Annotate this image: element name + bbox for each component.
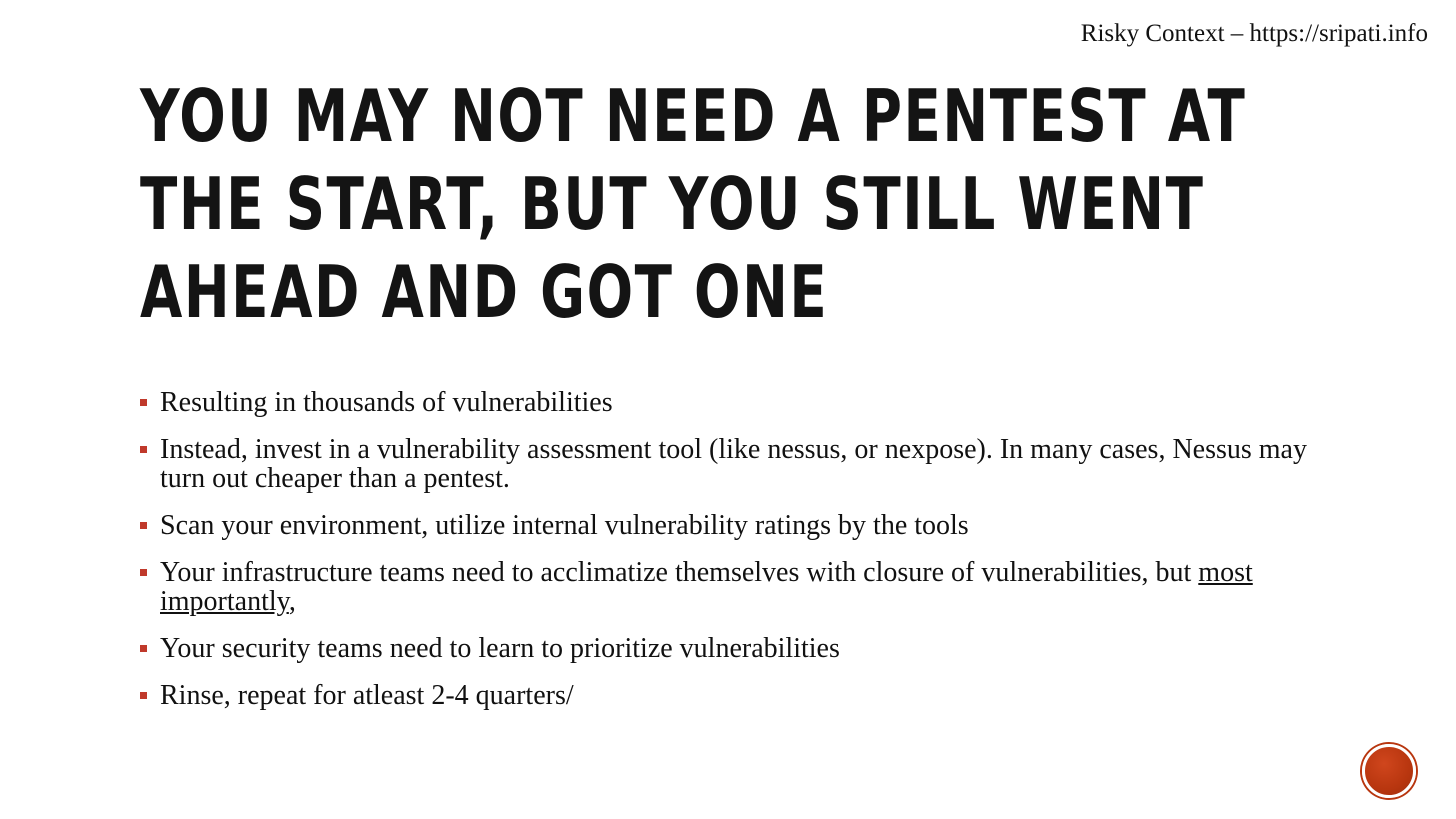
bullet-text: Scan your environment, utilize internal vulnerability ratings by the tools [160, 510, 969, 541]
bullet-text: Your security teams need to learn to prioritize vulnerabilities [160, 633, 840, 664]
square-bullet-icon [140, 522, 147, 529]
bullet-item [138, 558, 1338, 616]
bullet-text: Resulting in thousands of vulnerabilities [160, 387, 613, 418]
bullet-text-underlined: most importantly [160, 557, 1253, 617]
square-bullet-icon [140, 446, 147, 453]
bullet-text-after: , [288, 586, 296, 617]
square-bullet-icon [140, 645, 147, 652]
square-bullet-icon [140, 399, 147, 406]
bullet-item [138, 681, 1338, 710]
bullet-item [138, 634, 1338, 663]
bullet-text: Instead, invest in a vulnerability assessment tool (like nessus, or nexpose). In many cases, Nessus may turn out cheaper than a pentest. [160, 434, 1307, 494]
bullet-text-before: Your infrastructure teams need to acclimatize themselves with closure of vulnerabilities, but [160, 557, 1199, 588]
bullet-item [138, 435, 1338, 493]
bullet-item [138, 511, 1338, 540]
slide-title: YOU MAY NOT NEED A PENTEST AT THE START, BUT YOU STILL WENT AHEAD AND GOT ONE [140, 74, 1247, 334]
bullet-text: Rinse, repeat for atleast 2-4 quarters/ [160, 680, 574, 711]
square-bullet-icon [140, 692, 147, 699]
slide-nav-circle-icon[interactable] [1362, 744, 1416, 798]
bullet-item [138, 388, 1338, 417]
header-note: Risky Context – https://sripati.info [1080, 20, 1428, 47]
bullet-list [138, 388, 1338, 728]
square-bullet-icon [140, 569, 147, 576]
